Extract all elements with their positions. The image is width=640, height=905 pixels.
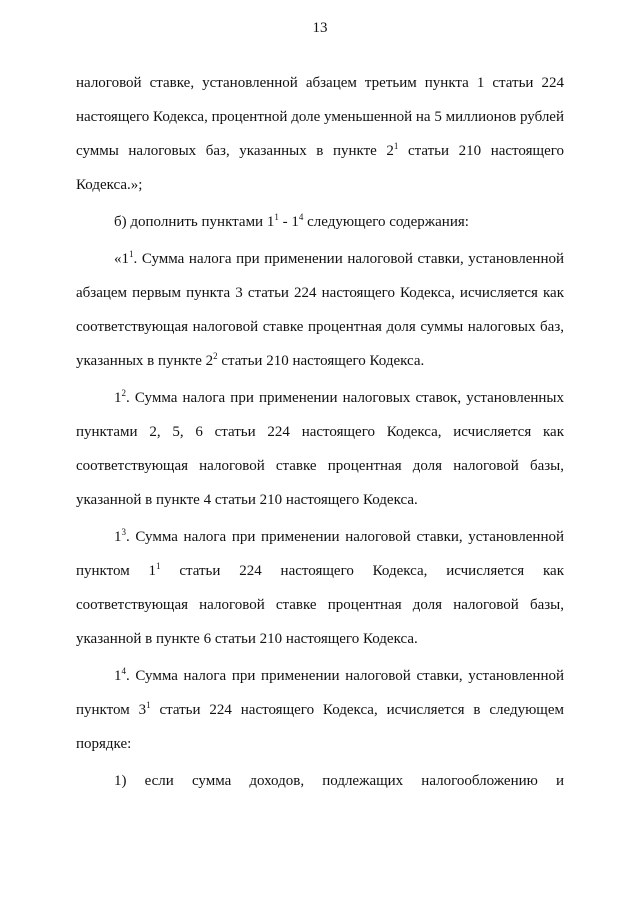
paragraph-text: б) дополнить пунктами 1 bbox=[114, 214, 275, 230]
superscript: 2 bbox=[121, 388, 126, 398]
superscript: 1 bbox=[146, 700, 151, 710]
document-body bbox=[76, 66, 564, 798]
paragraph-item-1-1 bbox=[76, 242, 564, 378]
paragraph-text: 1 bbox=[114, 390, 122, 406]
paragraph-item-1-4 bbox=[76, 659, 564, 761]
paragraph-text: 1) если сумма доходов, подлежащих налогообложению и bbox=[114, 773, 564, 789]
paragraph-text: . Сумма налога при применении налоговой ставки, установленной пунктом 3 bbox=[76, 668, 564, 718]
paragraph-text: . Сумма налога при применении налоговых ставок, установленных пунктами 2, 5, 6 статьи 224 настоящего Кодекса, исчисляется как соответствующая налоговой ставке процентная доля налоговой базы, указанной в пункте 4 статьи 210 настоящего Кодекса. bbox=[76, 390, 564, 508]
paragraph-text: налоговой ставке, установленной абзацем третьим пункта 1 статьи 224 настоящего Кодекса, процентной доле уменьшенной на 5 миллионов рублей суммы налоговых баз, указанных в пункте 2 bbox=[76, 75, 564, 159]
page-number: 13 bbox=[312, 20, 328, 36]
superscript: 1 bbox=[393, 141, 399, 151]
paragraph-continuation bbox=[76, 66, 564, 202]
paragraph-text: статьи 224 настоящего Кодекса, исчисляется как соответствующая налоговой ставке процентная доля налоговой базы, указанной в пункте 6 статьи 210 настоящего Кодекса. bbox=[76, 563, 565, 647]
paragraph-subitem-1 bbox=[76, 764, 564, 798]
paragraph-text: следующего содержания: bbox=[303, 214, 469, 230]
paragraph-text: статьи 210 настоящего Кодекса. bbox=[217, 353, 425, 369]
paragraph-text: «1 bbox=[114, 251, 129, 267]
paragraph-text: . Сумма налога при применении налоговой ставки, установленной абзацем первым пункта 3 статьи 224 настоящего Кодекса, исчисляется как соответствующая налоговой ставке процентная доля суммы налоговых баз, указанных в пункте 2 bbox=[76, 251, 564, 369]
paragraph-item-1-2 bbox=[76, 381, 564, 517]
paragraph-amendment-b bbox=[76, 205, 564, 239]
paragraph-text: 1 bbox=[114, 668, 122, 684]
superscript: 4 bbox=[298, 212, 304, 222]
superscript: 1 bbox=[274, 212, 279, 222]
superscript: 4 bbox=[121, 666, 126, 676]
superscript: 1 bbox=[156, 561, 161, 571]
paragraph-text: . Сумма налога при применении налоговой ставки, установленной пунктом 1 bbox=[76, 529, 564, 579]
paragraph-text: статьи 224 настоящего Кодекса, исчисляется в следующем порядке: bbox=[76, 702, 564, 752]
paragraph-item-1-3 bbox=[76, 520, 564, 656]
paragraph-text: - 1 bbox=[278, 214, 299, 230]
paragraph-text: 1 bbox=[114, 529, 122, 545]
superscript: 3 bbox=[121, 527, 126, 537]
superscript: 2 bbox=[213, 351, 218, 361]
superscript: 1 bbox=[129, 249, 134, 259]
paragraph-text: статьи 210 настоящего Кодекса.»; bbox=[76, 143, 564, 193]
